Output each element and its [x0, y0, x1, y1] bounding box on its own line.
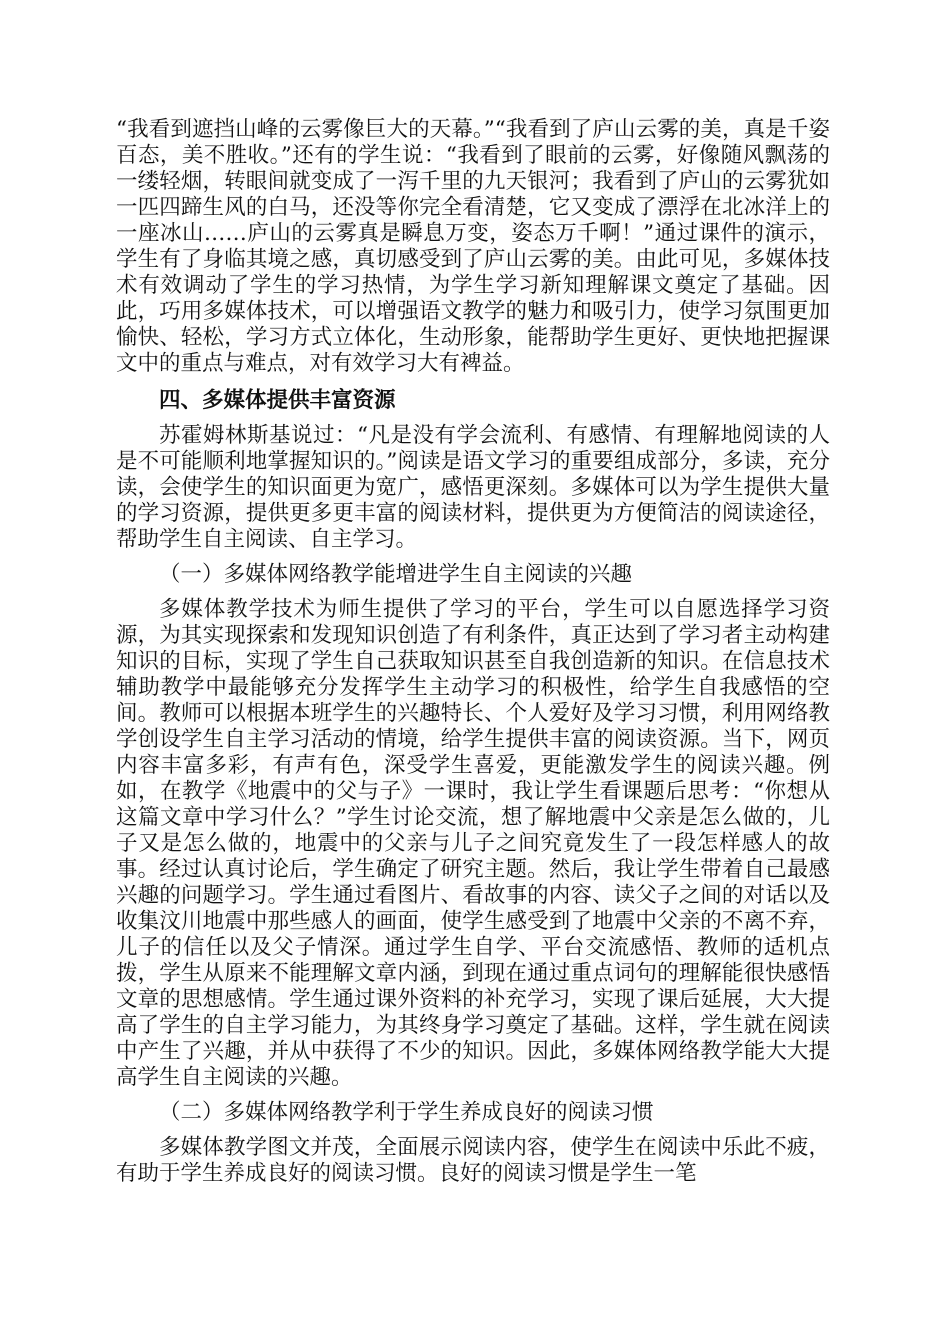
paragraph-autonomous-reading: 多媒体教学技术为师生提供了学习的平台，学生可以自愿选择学习资源，为其实现探索和发现知识创造了有利条件，真正达到了学习者主动构建知识的目标，实现了学生自己获取知识甚至自我创造新的知识。在信息技术辅助教学中最能够充分发挥学生主动学习的积极性，给学生自我感悟的空间。教师可以根据本班学生的兴趣特长、个人爱好及学习习惯，利用网络教学创设学生自主学习活动的情境，给学生提供丰富的阅读资源。当下，网页内容丰富多彩，有声有色，深受学生喜爱，更能激发学生的阅读兴趣。例如，在教学《地震中的父与子》一课时，我让学生看课题后思考：“你想从这篇文章中学习什么？”学生讨论交流，想了解地震中父亲是怎么做的，儿子又是怎么做的，地震中的父亲与儿子之间究竟发生了一段怎样感人的故事。经过认真讨论后，学生确定了研究主题。然后，我让学生带着自己最感兴趣的问题学习。学生通过看图片、看故事的内容、读父子之间的对话以及收集汶川地震中那些感人的画面，使学生感受到了地震中父亲的不离不弃，儿子的信任以及父子情深。通过学生自学、平台交流感悟、教师的适机点拨，学生从原来不能理解文章内涵，到现在通过重点词句的理解能很快感悟文章的思想感情。学生通过课外资料的补充学习，实现了课后延展，大大提高了学生的自主学习能力，为其终身学习奠定了基础。这样，学生就在阅读中产生了兴趣，并从中获得了不少的知识。因此，多媒体网络教学能大大提高学生自主阅读的兴趣。 [116, 597, 830, 1090]
subsection-heading-1: （一）多媒体网络教学能增进学生自主阅读的兴趣 [159, 562, 633, 587]
document-page [116, 117, 830, 1187]
paragraph-lushan-clouds: “我看到遮挡山峰的云雾像巨大的天幕。”“我看到了庐山云雾的美，真是千姿百态，美不胜收。”还有的学生说：“我看到了眼前的云雾，好像随风飘荡的一缕轻烟，转眼间就变成了一泻千里的九天银河；我看到了庐山的云雾犹如一匹四蹄生风的白马，还没等你完全看清楚，它又变成了漂浮在北冰洋上的一座冰山……庐山的云雾真是瞬息万变，姿态万千啊！”通过课件的演示，学生有了身临其境之感，真切感受到了庐山云雾的美。由此可见，多媒体技术有效调动了学生的学习热情，为学生学习新知理解课文奠定了基础。因此，巧用多媒体技术，可以增强语文教学的魅力和吸引力，使学习氛围更加愉快、轻松，学习方式立体化，生动形象，能帮助学生更好、更快地把握课文中的重点与难点，对有效学习大有裨益。 [116, 117, 830, 376]
paragraph-suhomlinsky: 苏霍姆林斯基说过：“凡是没有学会流利、有感情、有理解地阅读的人是不可能顺利地掌握知识的。”阅读是语文学习的重要组成部分，多读，充分读，会使学生的知识面更为宽广，感悟更深刻。多媒体可以为学生提供大量的学习资源，提供更多更丰富的阅读材料，提供更为方便简洁的阅读途径，帮助学生自主阅读、自主学习。 [116, 423, 830, 552]
subsection-heading-2: （二）多媒体网络教学利于学生养成良好的阅读习惯 [159, 1100, 654, 1125]
section-heading-4: 四、多媒体提供丰富资源 [159, 388, 396, 413]
paragraph-reading-habits: 多媒体教学图文并茂，全面展示阅读内容，使学生在阅读中乐此不疲，有助于学生养成良好的阅读习惯。良好的阅读习惯是学生一笔 [116, 1135, 830, 1186]
